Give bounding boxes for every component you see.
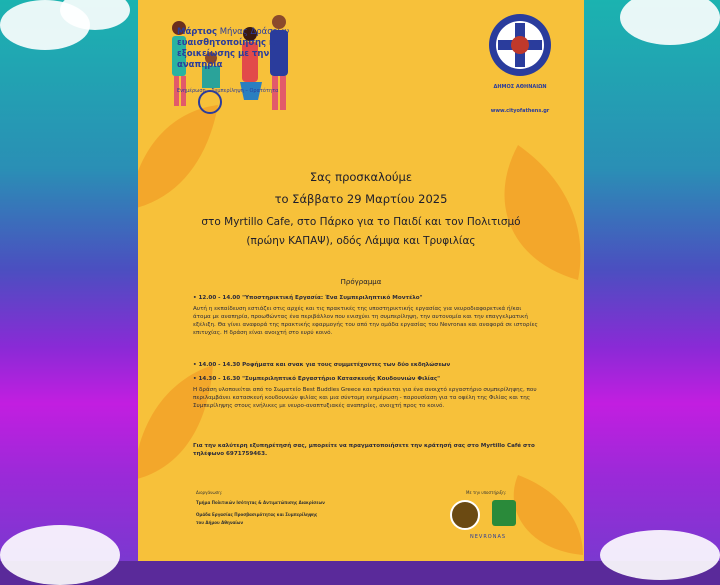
- partner-name: NEVRONAS: [470, 534, 507, 540]
- invitation-address: (πρώην ΚΑΠΑΨ), οδός Λάμψα και Τρυφιλίας: [246, 235, 476, 247]
- program-item-heading: • 14.00 - 14.30 Ροφήματα και σνακ για τους συμμετέχοντες των δύο εκδηλώσεων: [193, 362, 451, 368]
- program-item: [193, 375, 538, 410]
- right-background-panel: [584, 0, 720, 561]
- organizer-line3: του Δήμου Αθηναίων: [196, 520, 244, 525]
- program-item-text: Η δράση υλοποιείται από το Σωματείο Best Buddies Greece και πρόκειται για ένα ανοιχτό εργαστήριο συμπερίληψης, που περιλαμβάνει κατασκευή κουδουνιών φιλίας και μια σύντομη ενημέρωση - παρουσίαση για τα οφέλη της Φιλίας και της Συμπερίληψης στους ενήλικες με νευρο-αναπτυξιακές αναπηρίες, ανοιχτή προς το κοινό.: [193, 387, 537, 409]
- program-item-heading: • 14.30 - 16.30 "Συμπεριληπτικό Εργαστήριο Κατασκευής Κουδουνιών Φιλίας": [193, 376, 441, 382]
- white-splash: [0, 525, 120, 585]
- logo-caption: ΔΗΜΟΣ ΑΘΗΝΑΙΩΝ: [493, 84, 547, 90]
- program-item-text: Αυτή η εκπαίδευση εστιάζει στις αρχές και τις πρακτικές της υποστηρικτικής εργασίας για νευροδιαφορετικά ή/και άτομα με αναπηρία, προωθώντας ένα περιβάλλον που ενισχύει τη συμπερίληψη, την αυτονομία και την επαγγελματική εξέλιξη. Θα γίνει αναφορά της πρακτικής εφαρμογής του από την ομάδα εργασίας του Nevronas και αναφορά σε ιστορίες επιτυχίας. Η δράση είναι ανοιχτή στο ευρύ κοινό.: [193, 306, 538, 336]
- organizer-label: Διοργάνωση:: [196, 490, 223, 495]
- partner-logo-icon: [450, 500, 480, 530]
- leaf-decoration-icon: [478, 140, 584, 290]
- subtitle: Ενημέρωση – Συμπερίληψη – Ορατότητα: [177, 88, 279, 94]
- title-line4: αναπηρία: [177, 60, 223, 70]
- program-item: [193, 361, 538, 369]
- support-label: Με την υποστήριξη:: [466, 490, 506, 495]
- invitation-date: το Σάββατο 29 Μαρτίου 2025: [274, 192, 448, 206]
- organizer-line1: Τμήμα Πολιτικών Ισότητας & Αντιμετώπισης Διακρίσεων: [196, 500, 325, 505]
- municipality-logo-icon: [488, 13, 552, 77]
- title-rest: Μήνας Δράσεων: [217, 27, 290, 37]
- program-item: [193, 294, 538, 337]
- title-line3: εξοικείωσης με την: [177, 49, 270, 59]
- partner-logo-icon: [492, 500, 516, 526]
- invitation-venue: στο Myrtillo Cafe, στο Πάρκο για το Παιδί και τον Πολιτισμό: [201, 216, 521, 228]
- organizer-line2: Ομάδα Εργασίας Προσβασιμότητας και Συμπερίληψης: [196, 512, 318, 517]
- title-line2: ευαισθητοποίησης και: [177, 38, 285, 48]
- left-background-panel: [0, 0, 138, 561]
- title-month: Μάρτιος: [177, 27, 217, 37]
- program-title: Πρόγραμμα: [340, 278, 382, 286]
- page-title: [177, 27, 317, 71]
- invitation-line1: Σας προσκαλούμε: [309, 170, 413, 184]
- booking-info: Για την καλύτερη εξυπηρέτησή σας, μπορείτε να πραγματοποιήσετε την κράτησή σας στο Myrtillo Café στο τηλέφωνο 6971759463.: [193, 443, 535, 457]
- program-item-heading: • 12.00 - 14.00 "Υποστηρικτική Εργασία: Ένα Συμπεριληπτικό Μοντέλο": [193, 295, 423, 301]
- website-link[interactable]: www.cityofathens.gr: [490, 108, 550, 114]
- white-splash: [600, 530, 720, 580]
